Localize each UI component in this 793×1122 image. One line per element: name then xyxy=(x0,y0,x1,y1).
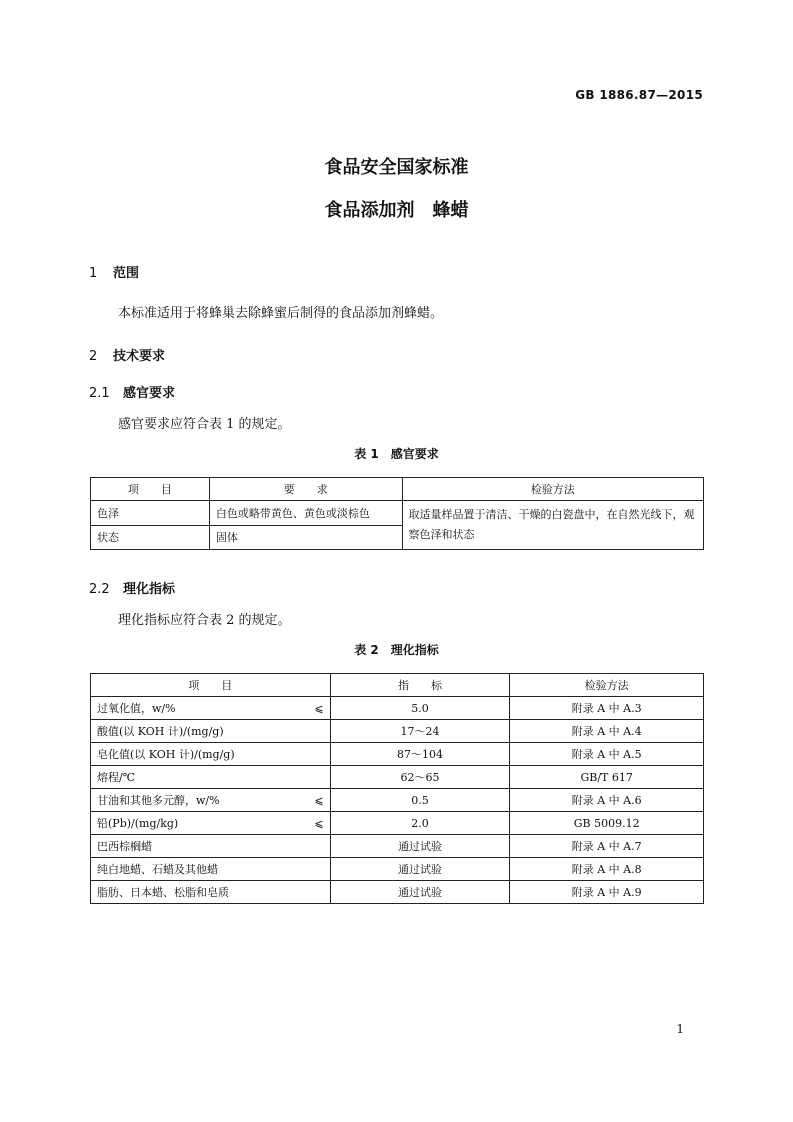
value-cell: 通过试验 xyxy=(330,858,510,881)
limit-symbol: ⩽ xyxy=(314,816,324,830)
section-title: 技术要求 xyxy=(113,349,166,364)
requirement-cell: 白色或略带黄色、黄色或淡棕色 xyxy=(209,501,402,526)
document-title: 食品安全国家标准 xyxy=(324,157,469,178)
header-cell: 项 目 xyxy=(91,674,331,697)
table-row xyxy=(91,697,704,720)
section-2-2-heading xyxy=(89,578,175,597)
section-2-1-text: 感官要求应符合表 1 的规定。 xyxy=(118,417,291,432)
section-title: 理化指标 xyxy=(123,582,176,597)
item-cell xyxy=(91,835,331,858)
section-number: 2 xyxy=(89,349,98,364)
value-cell: 通过试验 xyxy=(330,881,510,904)
table-header-row xyxy=(91,674,704,697)
table-row xyxy=(91,766,704,789)
method-cell: 附录 A 中 A.7 xyxy=(510,835,704,858)
method-cell: 附录 A 中 A.8 xyxy=(510,858,704,881)
requirement-cell: 固体 xyxy=(209,525,402,550)
item-label: 铅(Pb)/(mg/kg) xyxy=(97,817,179,830)
table-1-caption: 表 1 感官要求 xyxy=(354,447,439,461)
table-2-caption: 表 2 理化指标 xyxy=(354,643,439,657)
method-cell: 附录 A 中 A.4 xyxy=(510,720,704,743)
item-cell xyxy=(91,766,331,789)
section-number: 2.2 xyxy=(89,582,110,597)
item-label: 脂肪、日本蜡、松脂和皂质 xyxy=(97,886,229,899)
section-2-1-heading xyxy=(89,382,175,401)
value-cell: 0.5 xyxy=(330,789,510,812)
table-row xyxy=(91,812,704,835)
section-number: 1 xyxy=(89,266,98,281)
table-row xyxy=(91,501,704,526)
item-label: 皂化值(以 KOH 计)/(mg/g) xyxy=(97,748,235,761)
section-1-heading xyxy=(89,262,139,281)
value-cell: 通过试验 xyxy=(330,835,510,858)
value-cell: 87～104 xyxy=(330,743,510,766)
standard-number: GB 1886.87—2015 xyxy=(575,88,703,102)
value-cell: 62～65 xyxy=(330,766,510,789)
item-cell xyxy=(91,743,331,766)
limit-symbol: ⩽ xyxy=(314,701,324,715)
item-cell xyxy=(91,720,331,743)
table-row xyxy=(91,858,704,881)
method-cell: GB 5009.12 xyxy=(510,812,704,835)
section-title: 范围 xyxy=(113,266,140,281)
method-cell: 附录 A 中 A.9 xyxy=(510,881,704,904)
header-cell: 检验方法 xyxy=(510,674,704,697)
item-label: 纯白地蜡、石蜡及其他蜡 xyxy=(97,863,218,876)
item-cell xyxy=(91,881,331,904)
item-label: 熔程/℃ xyxy=(97,771,136,784)
limit-symbol: ⩽ xyxy=(314,793,324,807)
page-number: 1 xyxy=(676,1022,684,1036)
value-cell: 17～24 xyxy=(330,720,510,743)
item-label: 巴西棕榈蜡 xyxy=(97,840,152,853)
item-cell xyxy=(91,697,331,720)
value-cell: 2.0 xyxy=(330,812,510,835)
section-2-2-text: 理化指标应符合表 2 的规定。 xyxy=(118,613,291,628)
method-cell: 附录 A 中 A.3 xyxy=(510,697,704,720)
item-label: 酸值(以 KOH 计)/(mg/g) xyxy=(97,725,224,738)
header-cell: 要 求 xyxy=(209,478,402,501)
table-row xyxy=(91,789,704,812)
table-row xyxy=(91,743,704,766)
header-cell: 指 标 xyxy=(330,674,510,697)
item-cell xyxy=(91,858,331,881)
method-cell: GB/T 617 xyxy=(510,766,704,789)
method-cell: 取适量样品置于清洁、干燥的白瓷盘中，在自然光线下，观察色泽和状态 xyxy=(402,501,703,550)
header-cell: 检验方法 xyxy=(402,478,703,501)
item-cell xyxy=(91,789,331,812)
item-label: 甘油和其他多元醇，w/% xyxy=(97,794,220,807)
method-cell: 附录 A 中 A.6 xyxy=(510,789,704,812)
section-title: 感官要求 xyxy=(123,386,176,401)
method-cell: 附录 A 中 A.5 xyxy=(510,743,704,766)
table-row xyxy=(91,720,704,743)
table-2 xyxy=(90,673,704,904)
item-cell: 色泽 xyxy=(91,501,210,526)
section-1-text: 本标准适用于将蜂巢去除蜂蜜后制得的食品添加剂蜂蜡。 xyxy=(118,306,444,321)
table-row xyxy=(91,881,704,904)
section-number: 2.1 xyxy=(89,386,110,401)
document-subtitle: 食品添加剂 蜂蜡 xyxy=(324,200,469,221)
table-header-row xyxy=(91,478,704,501)
table-1 xyxy=(90,477,704,550)
item-label: 过氧化值，w/% xyxy=(97,702,176,715)
table-row xyxy=(91,835,704,858)
item-cell xyxy=(91,812,331,835)
section-2-heading xyxy=(89,345,165,364)
header-cell: 项 目 xyxy=(91,478,210,501)
item-cell: 状态 xyxy=(91,525,210,550)
value-cell: 5.0 xyxy=(330,697,510,720)
